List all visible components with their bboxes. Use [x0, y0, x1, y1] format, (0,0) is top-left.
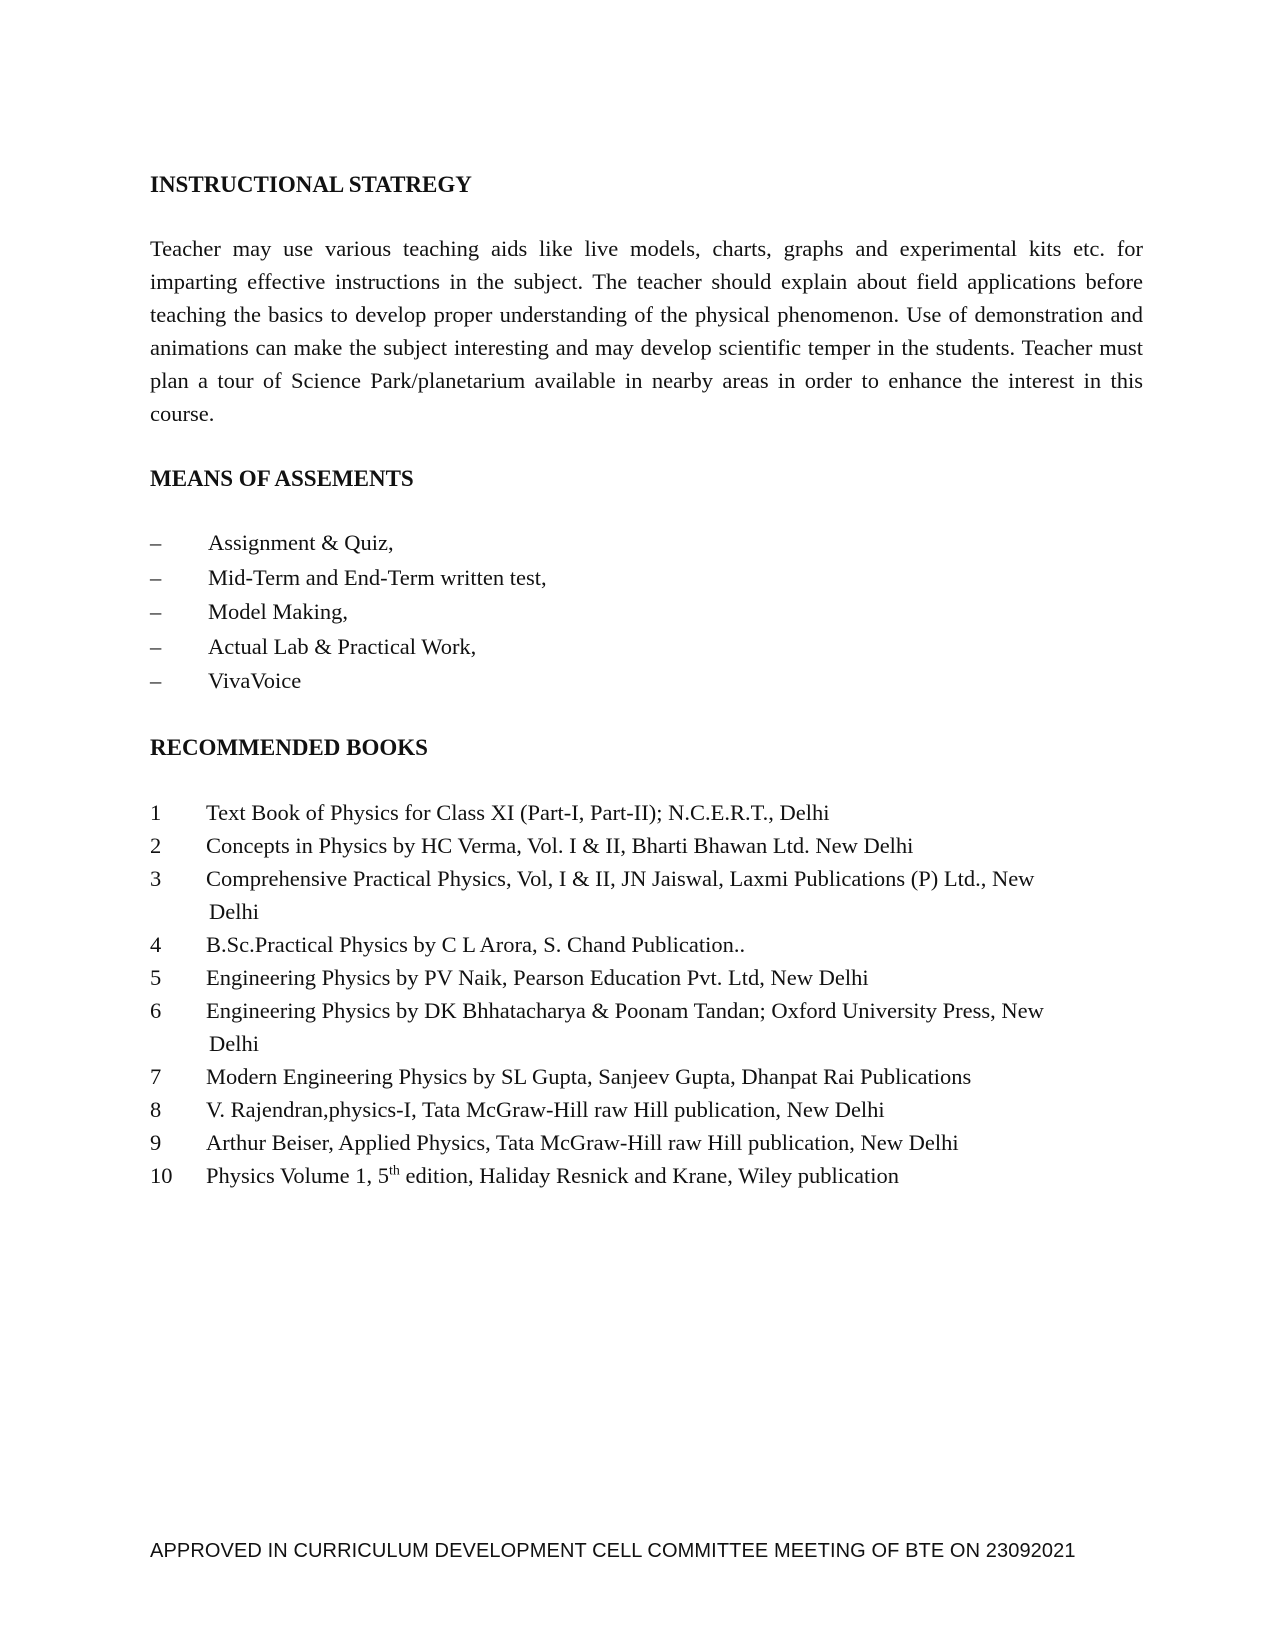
book-number: 6 [150, 997, 162, 1023]
book-number: 9 [150, 1129, 162, 1155]
dash-bullet: – [150, 564, 162, 590]
book-title: Modern Engineering Physics by SL Gupta, Sanjeev Gupta, Dhanpat Rai Publications [206, 1063, 972, 1089]
list-item [150, 526, 1143, 561]
recommended-books-list [150, 796, 1143, 1192]
assessment-item-text: Assignment & Quiz, [208, 530, 394, 555]
book-item [150, 1159, 1143, 1192]
instructional-strategy-heading: INSTRUCTIONAL STATREGY [150, 172, 472, 197]
book-item [150, 1126, 1143, 1159]
assessment-item-text: Actual Lab & Practical Work, [208, 633, 477, 659]
document-page [150, 170, 1143, 1192]
book-item [150, 829, 1143, 862]
book-title-continuation: Delhi [209, 898, 259, 924]
list-item [150, 664, 1143, 699]
assessment-list [150, 526, 1143, 699]
book-number: 4 [150, 931, 162, 957]
book-title: B.Sc.Practical Physics by C L Arora, S. Chand Publication.. [206, 931, 746, 957]
instructional-strategy-paragraph: Teacher may use various teaching aids like live models, charts, graphs and experimental kits etc. for imparting effective instructions in the subject. The teacher should explain about field applications before teaching the basics to develop proper understanding of the physical phenomenon. Use of demonstration and animations can make the subject interesting and may develop scientific temper in the students. Teacher must plan a tour of Science Park/planetarium available in nearby areas in order to enhance the interest in this course. [150, 236, 1143, 426]
dash-bullet: – [150, 530, 162, 555]
book-number: 2 [150, 832, 162, 858]
approval-footer: APPROVED IN CURRICULUM DEVELOPMENT CELL COMMITTEE MEETING OF BTE ON 23092021 [150, 1540, 1076, 1562]
book-title: Concepts in Physics by HC Verma, Vol. I & II, Bharti Bhawan Ltd. New Delhi [206, 832, 914, 858]
book-number: 1 [150, 799, 162, 825]
edition-superscript: th [388, 1163, 400, 1178]
book-item [150, 994, 1143, 1060]
book-number: 7 [150, 1063, 162, 1089]
book-item [150, 1093, 1143, 1126]
book-number: 5 [150, 964, 162, 990]
recommended-books-heading: RECOMMENDED BOOKS [150, 734, 428, 760]
dash-bullet: – [150, 633, 162, 659]
book-number: 10 [150, 1162, 173, 1188]
book-item [150, 928, 1143, 961]
assessment-item-text: Model Making, [208, 599, 348, 624]
dash-bullet: – [150, 668, 162, 693]
book-title-block [206, 994, 1143, 1060]
book-title-continuation: Delhi [209, 1030, 259, 1056]
book-title-block [206, 862, 1143, 928]
book-item [150, 961, 1143, 994]
book-title [206, 1159, 1143, 1192]
book-title: Engineering Physics by DK Bhhatacharya & Poonam Tandan; Oxford University Press, New [206, 997, 1044, 1023]
book-item [150, 1060, 1143, 1093]
book-title: Text Book of Physics for Class XI (Part-I, Part-II); N.C.E.R.T., Delhi [206, 799, 830, 825]
list-item [150, 561, 1143, 596]
book-title: Comprehensive Practical Physics, Vol, I & II, JN Jaiswal, Laxmi Publications (P) Ltd., New [206, 865, 1035, 891]
assessment-item-text: VivaVoice [208, 668, 302, 693]
book-title: V. Rajendran,physics-I, Tata McGraw-Hill raw Hill publication, New Delhi [206, 1096, 885, 1122]
book-item [150, 796, 1143, 829]
book-item [150, 862, 1143, 928]
book-title-part: Physics Volume 1, 5 [206, 1162, 389, 1188]
book-title-part: edition, Haliday Resnick and Krane, Wiley publication [399, 1162, 900, 1188]
list-item [150, 595, 1143, 630]
book-title: Arthur Beiser, Applied Physics, Tata McGraw-Hill raw Hill publication, New Delhi [206, 1129, 959, 1155]
list-item [150, 630, 1143, 665]
assessment-heading: MEANS OF ASSEMENTS [150, 466, 414, 491]
book-title: Engineering Physics by PV Naik, Pearson Education Pvt. Ltd, New Delhi [206, 964, 869, 990]
dash-bullet: – [150, 599, 162, 624]
book-number: 8 [150, 1096, 162, 1122]
book-number: 3 [150, 865, 162, 891]
assessment-item-text: Mid-Term and End-Term written test, [208, 564, 547, 590]
